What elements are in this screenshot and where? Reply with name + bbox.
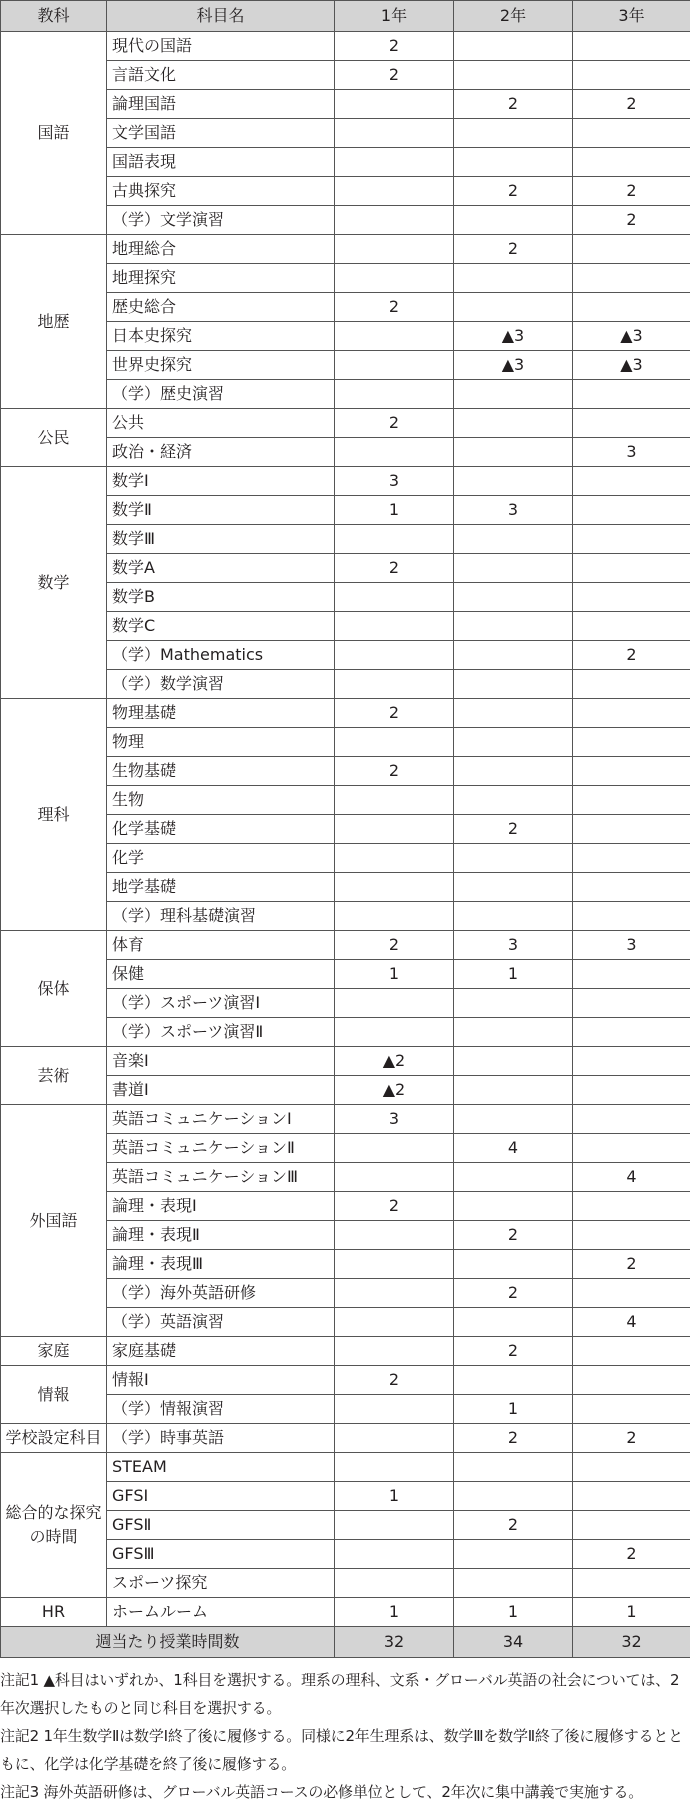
total-year-2: 34 xyxy=(454,1627,573,1658)
subject-cell: 体育 xyxy=(107,931,335,960)
year-3-hours xyxy=(573,264,690,293)
category-cell: 国語 xyxy=(1,32,107,235)
subject-cell: 論理・表現Ⅱ xyxy=(107,1221,335,1250)
year-2-hours xyxy=(454,467,573,496)
subject-cell: 家庭基礎 xyxy=(107,1337,335,1366)
subject-cell: 情報Ⅰ xyxy=(107,1366,335,1395)
year-1-hours: 2 xyxy=(335,554,454,583)
year-1-hours xyxy=(335,438,454,467)
subject-cell: GFSⅠ xyxy=(107,1482,335,1511)
subject-cell: 保健 xyxy=(107,960,335,989)
subject-cell: （学）Mathematics xyxy=(107,641,335,670)
year-3-hours xyxy=(573,1453,690,1482)
year-1-hours xyxy=(335,1569,454,1598)
year-2-hours: 1 xyxy=(454,960,573,989)
header-row xyxy=(1,1,690,32)
year-1-hours xyxy=(335,1163,454,1192)
subject-cell: 言語文化 xyxy=(107,61,335,90)
subject-cell: 国語表現 xyxy=(107,148,335,177)
subject-cell: 英語コミュニケーションⅢ xyxy=(107,1163,335,1192)
subject-cell: 英語コミュニケーションⅡ xyxy=(107,1134,335,1163)
subject-cell: （学）歴史演習 xyxy=(107,380,335,409)
subject-cell: 数学Ⅲ xyxy=(107,525,335,554)
year-2-hours xyxy=(454,380,573,409)
year-3-hours xyxy=(573,1018,690,1047)
subject-cell: 古典探究 xyxy=(107,177,335,206)
year-1-hours: ▲2 xyxy=(335,1076,454,1105)
year-1-hours xyxy=(335,148,454,177)
year-1-hours: 3 xyxy=(335,467,454,496)
year-2-hours: 3 xyxy=(454,496,573,525)
subject-cell: 英語コミュニケーションⅠ xyxy=(107,1105,335,1134)
year-1-hours xyxy=(335,351,454,380)
year-2-hours: 1 xyxy=(454,1395,573,1424)
year-1-hours: 1 xyxy=(335,1598,454,1627)
subject-cell: 数学A xyxy=(107,554,335,583)
year-2-hours: 2 xyxy=(454,1337,573,1366)
year-2-hours: 1 xyxy=(454,1598,573,1627)
year-3-hours xyxy=(573,1279,690,1308)
year-3-hours xyxy=(573,873,690,902)
category-cell: 外国語 xyxy=(1,1105,107,1337)
year-1-hours xyxy=(335,322,454,351)
year-2-hours xyxy=(454,641,573,670)
year-3-hours xyxy=(573,1076,690,1105)
year-3-hours xyxy=(573,467,690,496)
year-1-hours: 3 xyxy=(335,1105,454,1134)
year-1-hours: 2 xyxy=(335,32,454,61)
subject-cell: （学）スポーツ演習Ⅱ xyxy=(107,1018,335,1047)
year-3-hours xyxy=(573,1134,690,1163)
year-1-hours xyxy=(335,641,454,670)
subject-cell: 日本史探究 xyxy=(107,322,335,351)
year-1-hours xyxy=(335,1018,454,1047)
subject-cell: 化学基礎 xyxy=(107,815,335,844)
year-3-hours: 1 xyxy=(573,1598,690,1627)
subject-cell: 地理探究 xyxy=(107,264,335,293)
year-1-hours: 1 xyxy=(335,960,454,989)
year-3-hours xyxy=(573,525,690,554)
year-3-hours xyxy=(573,989,690,1018)
year-1-hours xyxy=(335,119,454,148)
year-1-hours: 2 xyxy=(335,1192,454,1221)
year-1-hours: 2 xyxy=(335,1366,454,1395)
subject-cell: （学）文学演習 xyxy=(107,206,335,235)
year-3-hours xyxy=(573,902,690,931)
year-2-hours: 2 xyxy=(454,1511,573,1540)
total-row xyxy=(1,1627,690,1658)
year-2-hours xyxy=(454,670,573,699)
notes xyxy=(0,1666,690,1806)
year-3-hours xyxy=(573,1337,690,1366)
year-3-hours xyxy=(573,1221,690,1250)
subject-cell: 論理・表現Ⅰ xyxy=(107,1192,335,1221)
subject-cell: 公共 xyxy=(107,409,335,438)
year-3-hours: 2 xyxy=(573,1424,690,1453)
year-2-hours xyxy=(454,1453,573,1482)
year-1-hours: 1 xyxy=(335,496,454,525)
year-2-hours: 2 xyxy=(454,815,573,844)
table-row xyxy=(1,467,690,496)
year-3-hours xyxy=(573,612,690,641)
year-3-hours: 2 xyxy=(573,206,690,235)
category-cell: 芸術 xyxy=(1,1047,107,1105)
subject-cell: 物理 xyxy=(107,728,335,757)
year-1-hours: 2 xyxy=(335,409,454,438)
year-1-hours xyxy=(335,873,454,902)
year-1-hours xyxy=(335,1308,454,1337)
table-row xyxy=(1,1453,690,1482)
year-1-hours xyxy=(335,1453,454,1482)
category-cell: 情報 xyxy=(1,1366,107,1424)
table-row xyxy=(1,32,690,61)
category-cell: 公民 xyxy=(1,409,107,467)
year-1-hours xyxy=(335,1250,454,1279)
header-year-2: 2年 xyxy=(454,1,573,32)
year-2-hours xyxy=(454,1105,573,1134)
year-1-hours xyxy=(335,1134,454,1163)
year-2-hours: 2 xyxy=(454,1279,573,1308)
year-1-hours: 2 xyxy=(335,293,454,322)
year-1-hours xyxy=(335,264,454,293)
year-2-hours xyxy=(454,554,573,583)
header-subject: 科目名 xyxy=(107,1,335,32)
year-2-hours xyxy=(454,1192,573,1221)
header-category: 教科 xyxy=(1,1,107,32)
year-1-hours: 2 xyxy=(335,699,454,728)
year-2-hours: 4 xyxy=(454,1134,573,1163)
year-3-hours xyxy=(573,293,690,322)
year-3-hours xyxy=(573,1511,690,1540)
subject-cell: 現代の国語 xyxy=(107,32,335,61)
subject-cell: 生物基礎 xyxy=(107,757,335,786)
table-row xyxy=(1,1424,690,1453)
year-3-hours xyxy=(573,699,690,728)
year-2-hours xyxy=(454,525,573,554)
year-2-hours xyxy=(454,728,573,757)
subject-cell: 論理国語 xyxy=(107,90,335,119)
year-1-hours xyxy=(335,1279,454,1308)
subject-cell: （学）時事英語 xyxy=(107,1424,335,1453)
table-row xyxy=(1,409,690,438)
year-2-hours xyxy=(454,206,573,235)
note-1: 注記1 ▲科目はいずれか、1科目を選択する。理系の理科、文系・グローバル英語の社会については、2年次選択したものと同じ科目を選択する。 xyxy=(0,1671,680,1717)
year-2-hours xyxy=(454,757,573,786)
table-row xyxy=(1,931,690,960)
year-3-hours xyxy=(573,235,690,264)
year-1-hours: 2 xyxy=(335,931,454,960)
year-1-hours xyxy=(335,612,454,641)
year-1-hours xyxy=(335,206,454,235)
category-cell: 理科 xyxy=(1,699,107,931)
year-2-hours: 2 xyxy=(454,177,573,206)
subject-cell: 地理総合 xyxy=(107,235,335,264)
table-body xyxy=(1,32,690,1658)
subject-cell: 世界史探究 xyxy=(107,351,335,380)
subject-cell: 数学B xyxy=(107,583,335,612)
subject-cell: 化学 xyxy=(107,844,335,873)
year-2-hours xyxy=(454,148,573,177)
year-1-hours xyxy=(335,1424,454,1453)
table-row xyxy=(1,235,690,264)
year-1-hours xyxy=(335,815,454,844)
year-3-hours xyxy=(573,148,690,177)
year-1-hours xyxy=(335,583,454,612)
year-3-hours xyxy=(573,1192,690,1221)
category-cell: 学校設定科目 xyxy=(1,1424,107,1453)
year-2-hours xyxy=(454,32,573,61)
category-cell: 保体 xyxy=(1,931,107,1047)
year-3-hours xyxy=(573,1366,690,1395)
subject-cell: 数学Ⅱ xyxy=(107,496,335,525)
year-2-hours xyxy=(454,264,573,293)
year-2-hours xyxy=(454,409,573,438)
subject-cell: GFSⅡ xyxy=(107,1511,335,1540)
year-3-hours: 4 xyxy=(573,1163,690,1192)
year-3-hours xyxy=(573,32,690,61)
year-3-hours xyxy=(573,960,690,989)
year-2-hours xyxy=(454,873,573,902)
year-3-hours xyxy=(573,554,690,583)
year-3-hours: 3 xyxy=(573,438,690,467)
subject-cell: GFSⅢ xyxy=(107,1540,335,1569)
year-2-hours xyxy=(454,1540,573,1569)
year-1-hours xyxy=(335,1221,454,1250)
header-year-1: 1年 xyxy=(335,1,454,32)
year-2-hours: 3 xyxy=(454,931,573,960)
year-1-hours xyxy=(335,380,454,409)
total-year-1: 32 xyxy=(335,1627,454,1658)
year-3-hours xyxy=(573,61,690,90)
table-row xyxy=(1,1047,690,1076)
subject-cell: 生物 xyxy=(107,786,335,815)
category-cell: 総合的な探究の時間 xyxy=(1,1453,107,1598)
year-2-hours xyxy=(454,293,573,322)
year-2-hours: 2 xyxy=(454,1424,573,1453)
subject-cell: 音楽Ⅰ xyxy=(107,1047,335,1076)
year-1-hours xyxy=(335,786,454,815)
total-year-3: 32 xyxy=(573,1627,690,1658)
subject-cell: スポーツ探究 xyxy=(107,1569,335,1598)
year-2-hours xyxy=(454,1482,573,1511)
table-row xyxy=(1,699,690,728)
year-3-hours xyxy=(573,1482,690,1511)
year-1-hours xyxy=(335,844,454,873)
year-2-hours xyxy=(454,438,573,467)
year-3-hours xyxy=(573,815,690,844)
year-2-hours xyxy=(454,989,573,1018)
year-2-hours xyxy=(454,1018,573,1047)
total-label: 週当たり授業時間数 xyxy=(1,1627,335,1658)
year-3-hours xyxy=(573,583,690,612)
year-2-hours: 2 xyxy=(454,235,573,264)
year-3-hours xyxy=(573,757,690,786)
year-2-hours: 2 xyxy=(454,1221,573,1250)
year-1-hours xyxy=(335,525,454,554)
year-2-hours: ▲3 xyxy=(454,322,573,351)
year-3-hours: 2 xyxy=(573,641,690,670)
year-2-hours xyxy=(454,1047,573,1076)
year-1-hours xyxy=(335,1395,454,1424)
year-2-hours xyxy=(454,844,573,873)
subject-cell: 政治・経済 xyxy=(107,438,335,467)
year-2-hours xyxy=(454,1163,573,1192)
year-2-hours xyxy=(454,1250,573,1279)
table-row xyxy=(1,1598,690,1627)
year-2-hours: ▲3 xyxy=(454,351,573,380)
year-1-hours xyxy=(335,177,454,206)
year-3-hours xyxy=(573,1047,690,1076)
year-3-hours xyxy=(573,380,690,409)
year-3-hours: ▲3 xyxy=(573,351,690,380)
year-2-hours xyxy=(454,902,573,931)
subject-cell: （学）海外英語研修 xyxy=(107,1279,335,1308)
subject-cell: 歴史総合 xyxy=(107,293,335,322)
year-1-hours xyxy=(335,728,454,757)
category-cell: 地歴 xyxy=(1,235,107,409)
year-1-hours: 1 xyxy=(335,1482,454,1511)
year-3-hours: ▲3 xyxy=(573,322,690,351)
year-3-hours xyxy=(573,786,690,815)
note-3: 注記3 海外英語研修は、グローバル英語コースの必修単位として、2年次に集中講義で実施する。 xyxy=(0,1783,644,1801)
subject-cell: 論理・表現Ⅲ xyxy=(107,1250,335,1279)
year-1-hours xyxy=(335,1337,454,1366)
year-1-hours xyxy=(335,1540,454,1569)
year-2-hours xyxy=(454,1308,573,1337)
year-1-hours xyxy=(335,235,454,264)
year-2-hours xyxy=(454,61,573,90)
year-3-hours xyxy=(573,409,690,438)
subject-cell: （学）理科基礎演習 xyxy=(107,902,335,931)
subject-cell: 地学基礎 xyxy=(107,873,335,902)
year-3-hours: 2 xyxy=(573,1250,690,1279)
year-3-hours: 3 xyxy=(573,931,690,960)
subject-cell: （学）スポーツ演習Ⅰ xyxy=(107,989,335,1018)
year-3-hours xyxy=(573,670,690,699)
header-year-3: 3年 xyxy=(573,1,690,32)
year-1-hours: 2 xyxy=(335,61,454,90)
subject-cell: 文学国語 xyxy=(107,119,335,148)
category-cell: 家庭 xyxy=(1,1337,107,1366)
year-2-hours xyxy=(454,612,573,641)
year-3-hours: 4 xyxy=(573,1308,690,1337)
subject-cell: （学）英語演習 xyxy=(107,1308,335,1337)
subject-cell: 物理基礎 xyxy=(107,699,335,728)
subject-cell: （学）数学演習 xyxy=(107,670,335,699)
year-2-hours xyxy=(454,699,573,728)
year-3-hours xyxy=(573,728,690,757)
year-3-hours xyxy=(573,1395,690,1424)
subject-cell: STEAM xyxy=(107,1453,335,1482)
year-3-hours xyxy=(573,119,690,148)
table-row xyxy=(1,1366,690,1395)
year-3-hours xyxy=(573,1105,690,1134)
year-3-hours xyxy=(573,1569,690,1598)
year-2-hours xyxy=(454,786,573,815)
year-3-hours: 2 xyxy=(573,177,690,206)
year-1-hours: 2 xyxy=(335,757,454,786)
table-row xyxy=(1,1337,690,1366)
subject-cell: ホームルーム xyxy=(107,1598,335,1627)
year-2-hours xyxy=(454,1569,573,1598)
year-3-hours: 2 xyxy=(573,90,690,119)
year-1-hours xyxy=(335,670,454,699)
subject-cell: 数学Ⅰ xyxy=(107,467,335,496)
year-2-hours xyxy=(454,119,573,148)
year-2-hours xyxy=(454,1366,573,1395)
year-3-hours xyxy=(573,496,690,525)
subject-cell: 書道Ⅰ xyxy=(107,1076,335,1105)
year-3-hours xyxy=(573,844,690,873)
year-1-hours: ▲2 xyxy=(335,1047,454,1076)
subject-cell: 数学C xyxy=(107,612,335,641)
table-row xyxy=(1,1105,690,1134)
note-2: 注記2 1年生数学Ⅱは数学Ⅰ終了後に履修する。同様に2年生理系は、数学Ⅲを数学Ⅱ終了後に履修するとともに、化学は化学基礎を終了後に履修する。 xyxy=(0,1727,683,1773)
year-2-hours: 2 xyxy=(454,90,573,119)
category-cell: 数学 xyxy=(1,467,107,699)
year-3-hours: 2 xyxy=(573,1540,690,1569)
year-2-hours xyxy=(454,1076,573,1105)
year-1-hours xyxy=(335,1511,454,1540)
year-1-hours xyxy=(335,90,454,119)
category-cell: HR xyxy=(1,1598,107,1627)
year-1-hours xyxy=(335,989,454,1018)
year-1-hours xyxy=(335,902,454,931)
subject-cell: （学）情報演習 xyxy=(107,1395,335,1424)
year-2-hours xyxy=(454,583,573,612)
